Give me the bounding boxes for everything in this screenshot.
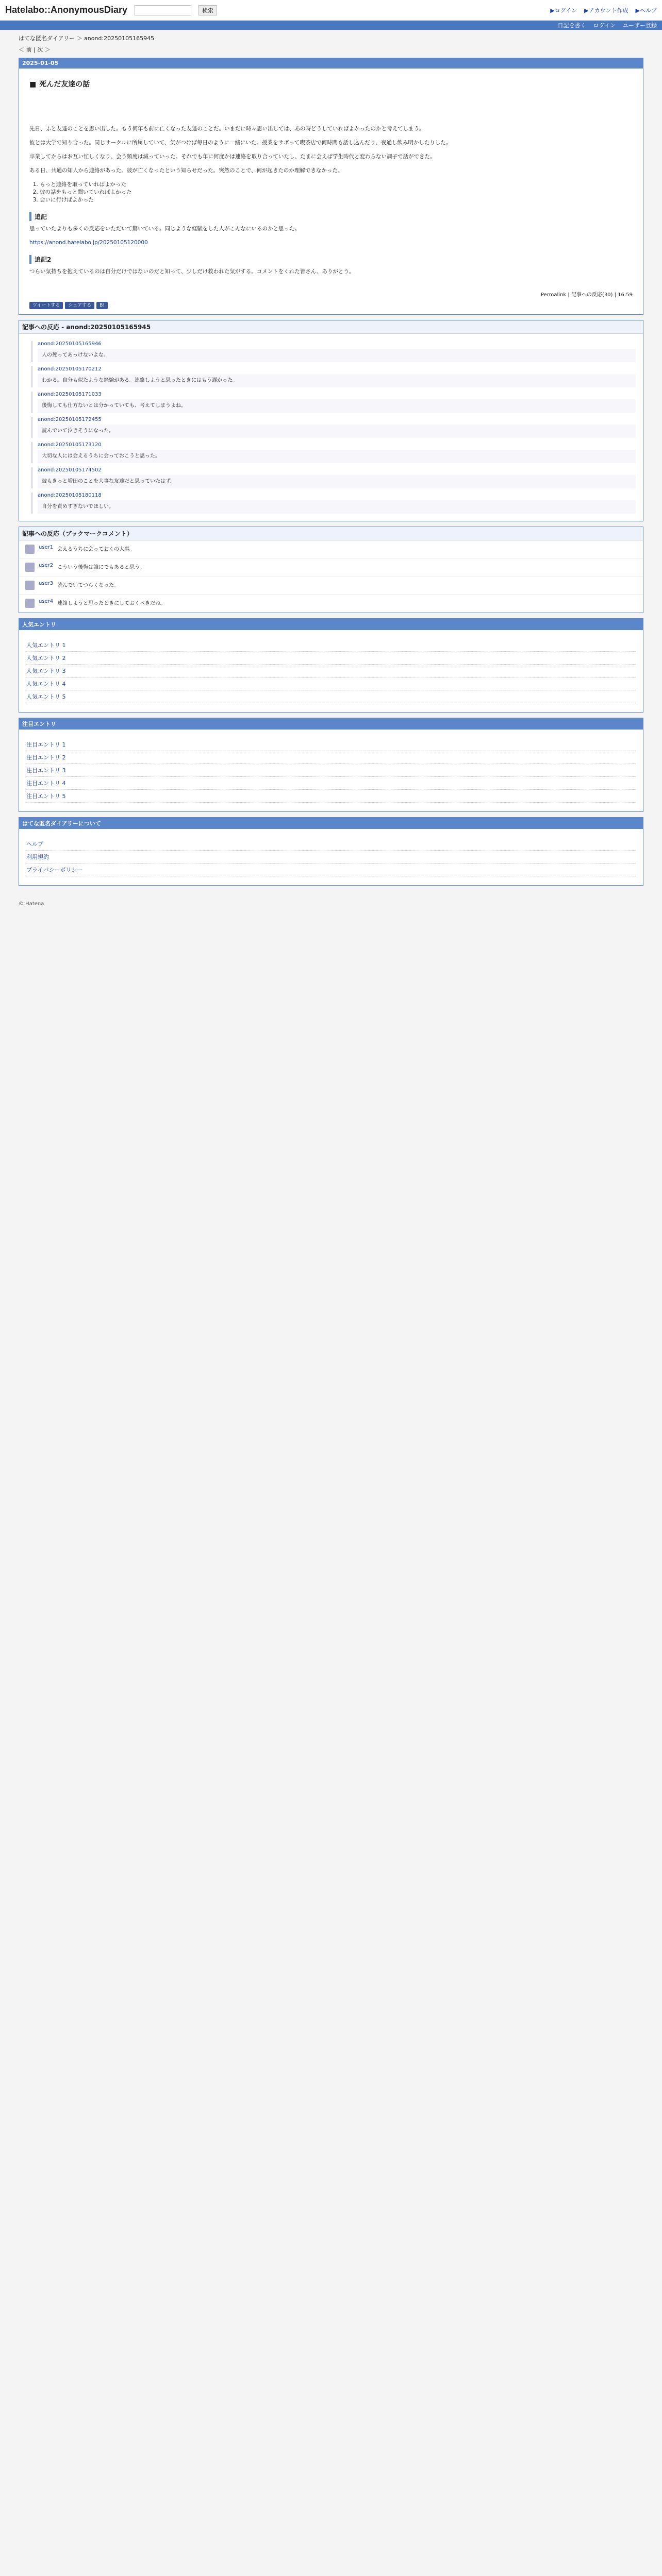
comment	[31, 467, 636, 488]
bookmark-list	[19, 540, 643, 613]
bookmarks-title: 記事への反応（ブックマークコメント）	[19, 527, 643, 540]
facebook-share-button[interactable]: シェアする	[65, 302, 94, 309]
list-item[interactable]	[26, 838, 636, 851]
comment	[31, 417, 636, 438]
comment-head	[38, 493, 636, 498]
comment-head	[38, 366, 636, 372]
list-item-link[interactable]: 人気エントリ 5	[26, 693, 66, 700]
avatar[interactable]	[25, 563, 35, 572]
entry-list-item: 1. もっと連絡を取っていればよかった	[40, 181, 633, 189]
comment-body: 彼もきっと増田のことを大事な友達だと思っていたはず。	[38, 475, 636, 488]
list-item-link[interactable]: 注目エントリ 2	[26, 754, 66, 761]
breadcrumb[interactable]: はてな匿名ダイアリー ＞ anond:20250105165945	[19, 35, 155, 42]
comment	[31, 366, 636, 387]
comment-link[interactable]: anond:20250105174502	[38, 467, 102, 473]
list-item[interactable]	[26, 652, 636, 665]
share-buttons	[19, 302, 643, 314]
entry-list-item: 3. 会いに行けばよかった	[40, 196, 633, 204]
popular-panel	[19, 618, 643, 713]
entry-heading: 追記	[29, 212, 633, 221]
entry-paragraph: 先日、ふと友達のことを思い出した。もう何年も前に亡くなった友達のことだ。いまだに時々思い出しては、あの時どうしていればよかったのかと考えてしまう。	[29, 126, 425, 132]
hatena-bookmark-button[interactable]: B!	[96, 302, 108, 309]
comment-link[interactable]: anond:20250105172455	[38, 417, 102, 422]
list-item[interactable]	[26, 863, 636, 876]
comment-link[interactable]: anond:20250105170212	[38, 366, 102, 372]
bookmark-row	[19, 577, 643, 595]
info-link[interactable]: 利用規約	[26, 854, 49, 860]
list-item-link[interactable]: 人気エントリ 2	[26, 655, 66, 662]
bookmark-text: 連絡しようと思ったときにしておくべきだね。	[57, 601, 166, 606]
bookmark-text: こういう後悔は誰にでもあると思う。	[57, 565, 145, 570]
comment-body: 人の死ってあっけないよな。	[38, 349, 636, 362]
comment-link[interactable]: anond:20250105171033	[38, 392, 102, 397]
entry-paragraph: つらい気持ちを抱えているのは自分だけではないのだと知って、少しだけ救われた気がする。コメントをくれた皆さん、ありがとう。	[29, 268, 355, 275]
entry-heading: 追記2	[29, 255, 633, 264]
login-link[interactable]: ▶ログイン	[550, 7, 577, 14]
bookmark-user[interactable]: user1	[39, 545, 54, 550]
register-link[interactable]: ユーザー登録	[623, 22, 657, 29]
entry-body	[19, 69, 643, 290]
info-link[interactable]: ヘルプ	[26, 841, 43, 848]
top-links	[550, 6, 657, 14]
list-item[interactable]	[26, 639, 636, 652]
entry-title	[29, 79, 633, 89]
search-input[interactable]	[135, 5, 191, 15]
comment-body: 後悔しても仕方ないとは分かっていても、考えてしまうよね。	[38, 399, 636, 413]
site-logo[interactable]: Hatelabo::AnonymousDiary	[5, 5, 128, 15]
list-item-link[interactable]: 注目エントリ 1	[26, 741, 66, 748]
avatar[interactable]	[25, 581, 35, 590]
list-item[interactable]	[26, 777, 636, 790]
list-item[interactable]	[26, 764, 636, 777]
entry-footer[interactable]: Permalink | 記事への反応(30) | 16:59	[540, 292, 633, 298]
comment-link[interactable]: anond:20250105173120	[38, 442, 102, 448]
list-item[interactable]	[26, 665, 636, 677]
avatar[interactable]	[25, 545, 35, 554]
pager[interactable]: ＜ 前 | 次 ＞	[19, 46, 51, 53]
top-bar	[0, 0, 662, 21]
list-item-link[interactable]: 人気エントリ 1	[26, 642, 66, 649]
comment-body: わかる。自分も似たような経験がある。連絡しようと思ったときにはもう遅かった。	[38, 374, 636, 387]
entry-paragraph: 思っていたよりも多くの反応をいただいて驚いている。同じような経験をした人がこんなにいるのかと思った。	[29, 226, 300, 232]
entry-link	[29, 239, 633, 247]
entry-list-item: 2. 彼の話をもっと聞いていればよかった	[40, 189, 633, 196]
comment-body: 大切な人には会えるうちに会っておこうと思った。	[38, 450, 636, 463]
bookmarks-panel	[19, 527, 643, 613]
help-link[interactable]: ▶ヘルプ	[635, 7, 657, 14]
entry-paragraph: 卒業してからはお互い忙しくなり、会う頻度は減っていった。それでも年に何度かは連絡を取り合っていたし、たまに会えば学生時代と変わらない調子で話ができた。	[29, 154, 436, 160]
comment	[31, 442, 636, 463]
entry-title-text: 死んだ友達の話	[39, 80, 90, 89]
avatar[interactable]	[25, 599, 35, 608]
links-list	[19, 836, 643, 878]
login-link-2[interactable]: ログイン	[593, 22, 616, 29]
comment-list	[19, 334, 643, 521]
bookmark-row	[19, 540, 643, 558]
list-item-link[interactable]: 人気エントリ 4	[26, 681, 66, 687]
entry-url-link[interactable]: https://anond.hatelabo.jp/20250105120000	[29, 240, 148, 246]
footer: © Hatena	[19, 901, 44, 907]
list-item[interactable]	[26, 690, 636, 703]
comment	[31, 493, 636, 514]
list-item[interactable]	[26, 738, 636, 751]
bookmark-user[interactable]: user3	[39, 581, 54, 586]
comment-head	[38, 392, 636, 397]
comment-body: 読んでいて泣きそうになった。	[38, 425, 636, 438]
entry-paragraph: 彼とは大学で知り合った。同じサークルに所属していて、気がつけば毎日のように一緒にいた。授業をサボって喫茶店で何時間も話し込んだり、夜通し飲み明かしたりした。	[29, 140, 452, 146]
comments-title: 記事への反応 - anond:20250105165945	[19, 320, 643, 334]
comments-panel	[19, 320, 643, 521]
popular-head: 人気エントリ	[19, 619, 643, 630]
search-button[interactable]: 検索	[198, 5, 217, 15]
info-link[interactable]: プライバシーポリシー	[26, 867, 83, 873]
recent-head: 注目エントリ	[19, 718, 643, 730]
account-link[interactable]: ▶アカウント作成	[584, 7, 628, 14]
list-item-link[interactable]: 注目エントリ 3	[26, 767, 66, 774]
bookmark-user[interactable]: user4	[39, 599, 54, 604]
links-panel	[19, 817, 643, 886]
comment-body: 自分を責めすぎないでほしい。	[38, 500, 636, 514]
comment	[31, 341, 636, 362]
recent-panel	[19, 718, 643, 812]
square-icon: ■	[29, 80, 37, 89]
bookmark-text: 会えるうちに会っておくの大事。	[57, 547, 135, 552]
list-item[interactable]	[26, 851, 636, 863]
list-item-link[interactable]: 人気エントリ 3	[26, 668, 66, 674]
list-item[interactable]	[26, 751, 636, 764]
comment-head	[38, 467, 636, 473]
comment	[31, 392, 636, 413]
entry-paragraph: ある日、共通の知人から連絡があった。彼が亡くなったという知らせだった。突然のことで、何が起きたのか理解できなかった。	[29, 167, 343, 174]
bookmark-row	[19, 595, 643, 613]
tweet-button[interactable]: ツイートする	[29, 302, 63, 309]
comment-head	[38, 442, 636, 448]
bookmark-user[interactable]: user2	[39, 563, 54, 568]
comment-head	[38, 417, 636, 422]
list-item-link[interactable]: 注目エントリ 5	[26, 793, 66, 800]
recent-list	[19, 736, 643, 805]
bookmark-text: 読んでいてつらくなった。	[57, 583, 120, 588]
comment-link[interactable]: anond:20250105165946	[38, 341, 102, 347]
comment-head	[38, 341, 636, 347]
list-item[interactable]	[26, 790, 636, 803]
list-item[interactable]	[26, 677, 636, 690]
list-item-link[interactable]: 注目エントリ 4	[26, 780, 66, 787]
comment-link[interactable]: anond:20250105180118	[38, 493, 102, 498]
write-diary-link[interactable]: 日記を書く	[557, 22, 586, 29]
entry-list	[29, 181, 633, 204]
popular-list	[19, 637, 643, 705]
entry-date: 2025-01-05	[19, 58, 643, 69]
entry-panel	[19, 58, 643, 315]
page	[19, 30, 643, 917]
bookmark-row	[19, 558, 643, 577]
links-head: はてな匿名ダイアリーについて	[19, 818, 643, 829]
sub-bar	[0, 21, 662, 30]
